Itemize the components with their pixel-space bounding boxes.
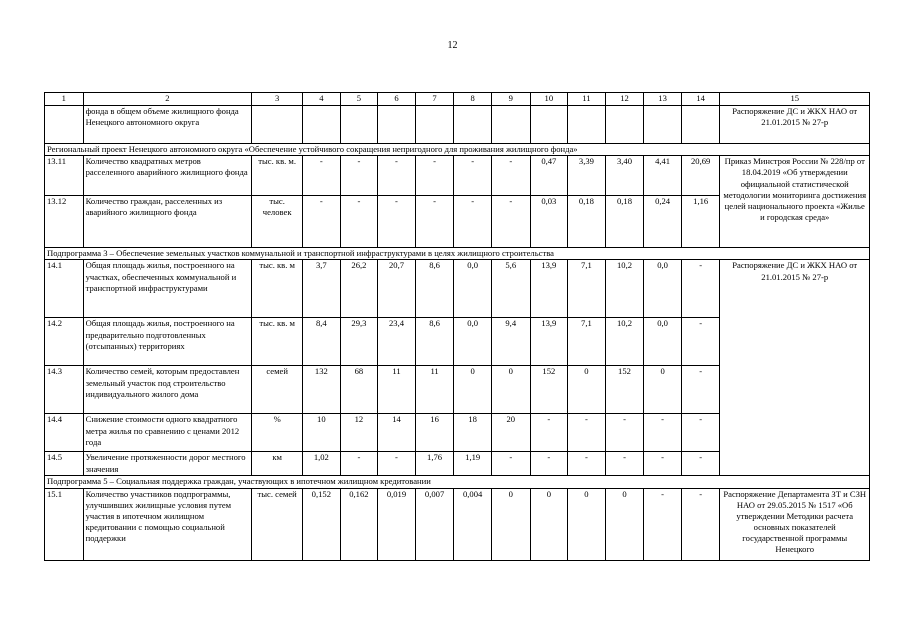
value-cell xyxy=(530,106,568,144)
unit-cell: семей xyxy=(252,366,303,414)
value-cell: 10,2 xyxy=(605,260,644,318)
value-cell: 10 xyxy=(303,414,341,452)
source-cell: Распоряжение ДС и ЖКХ НАО от 21.01.2015 № 27-р xyxy=(720,106,870,144)
value-cell: 5,6 xyxy=(491,260,530,318)
value-cell: 0,007 xyxy=(415,488,454,560)
value-cell: 0 xyxy=(530,488,568,560)
value-cell xyxy=(415,106,454,144)
value-cell: 29,3 xyxy=(340,318,378,366)
value-cell: 152 xyxy=(530,366,568,414)
value-cell: 11 xyxy=(378,366,416,414)
value-cell: 20 xyxy=(491,414,530,452)
source-cell: Распоряжение ДС и ЖКХ НАО от 21.01.2015 № 27-р xyxy=(720,260,870,476)
section-title: Подпрограмма 5 – Социальная поддержка граждан, участвующих в ипотечном жилищном кредитовании xyxy=(45,476,870,488)
value-cell: 16 xyxy=(415,414,454,452)
value-cell: 4,41 xyxy=(644,156,682,196)
value-cell xyxy=(378,106,416,144)
col-num-cell: 8 xyxy=(454,93,492,106)
value-cell: - xyxy=(644,414,682,452)
value-cell: 14 xyxy=(378,414,416,452)
value-cell: 12 xyxy=(340,414,378,452)
unit-cell: % xyxy=(252,414,303,452)
value-cell: - xyxy=(454,196,492,248)
row-number-cell: 13.12 xyxy=(45,196,84,248)
indicator-table xyxy=(44,92,870,561)
table-row xyxy=(45,260,870,318)
value-cell: 0,152 xyxy=(303,488,341,560)
source-cell: Распоряжение Департамента ЗТ и СЗН НАО от 29.05.2015 № 1517 «Об утверждении Методики расчета основных показателей государственной программы Ненецкого xyxy=(720,488,870,560)
col-num-cell: 2 xyxy=(83,93,252,106)
value-cell xyxy=(681,106,720,144)
section-row xyxy=(45,248,870,260)
row-number-cell: 15.1 xyxy=(45,488,84,560)
col-num-cell: 13 xyxy=(644,93,682,106)
row-number-cell: 14.5 xyxy=(45,452,84,476)
col-num-cell: 6 xyxy=(378,93,416,106)
section-title: Региональный проект Ненецкого автономного округа «Обеспечение устойчивого сокращения непригодного для проживания жилищного фонда» xyxy=(45,144,870,156)
page-number: 12 xyxy=(447,40,458,51)
value-cell: 23,4 xyxy=(378,318,416,366)
value-cell: - xyxy=(681,452,720,476)
value-cell: 0,0 xyxy=(644,318,682,366)
value-cell: 0,0 xyxy=(454,318,492,366)
value-cell: - xyxy=(644,452,682,476)
value-cell: 13,9 xyxy=(530,318,568,366)
col-num-cell: 3 xyxy=(252,93,303,106)
value-cell: 1,16 xyxy=(681,196,720,248)
row-number-cell: 14.2 xyxy=(45,318,84,366)
unit-cell: тыс. кв. м. xyxy=(252,156,303,196)
col-num-cell: 9 xyxy=(491,93,530,106)
value-cell: - xyxy=(605,452,644,476)
col-num-cell: 10 xyxy=(530,93,568,106)
value-cell xyxy=(644,106,682,144)
value-cell: - xyxy=(378,196,416,248)
value-cell: - xyxy=(340,156,378,196)
indicator-name-cell: Общая площадь жилья, построенного на предварительно подготовленных (отсыпанных) территориях xyxy=(83,318,252,366)
value-cell: - xyxy=(681,488,720,560)
value-cell: 0 xyxy=(568,366,606,414)
value-cell xyxy=(454,106,492,144)
value-cell: 0 xyxy=(491,488,530,560)
indicator-name-cell: Снижение стоимости одного квадратного метра жилья по сравнению с ценами 2012 года xyxy=(83,414,252,452)
section-row xyxy=(45,144,870,156)
value-cell: 3,7 xyxy=(303,260,341,318)
value-cell: 0 xyxy=(491,366,530,414)
value-cell: 13,9 xyxy=(530,260,568,318)
value-cell: 0,18 xyxy=(568,196,606,248)
row-number-cell: 14.3 xyxy=(45,366,84,414)
value-cell: 10,2 xyxy=(605,318,644,366)
value-cell: 0,24 xyxy=(644,196,682,248)
value-cell: 9,4 xyxy=(491,318,530,366)
unit-cell: тыс. человек xyxy=(252,196,303,248)
value-cell: - xyxy=(340,196,378,248)
col-num-cell: 14 xyxy=(681,93,720,106)
value-cell: - xyxy=(415,196,454,248)
unit-cell: км xyxy=(252,452,303,476)
value-cell: - xyxy=(681,318,720,366)
row-number-cell xyxy=(45,106,84,144)
value-cell: 20,69 xyxy=(681,156,720,196)
value-cell: 0 xyxy=(568,488,606,560)
value-cell: 8,6 xyxy=(415,260,454,318)
unit-cell: тыс. кв. м xyxy=(252,318,303,366)
value-cell: - xyxy=(378,452,416,476)
value-cell: 0 xyxy=(644,366,682,414)
value-cell: - xyxy=(491,156,530,196)
value-cell: 1,76 xyxy=(415,452,454,476)
col-num-cell: 7 xyxy=(415,93,454,106)
value-cell: - xyxy=(605,414,644,452)
col-num-cell: 5 xyxy=(340,93,378,106)
row-number-cell: 14.4 xyxy=(45,414,84,452)
value-cell: 18 xyxy=(454,414,492,452)
value-cell: - xyxy=(568,452,606,476)
value-cell: 11 xyxy=(415,366,454,414)
col-num-cell: 1 xyxy=(45,93,84,106)
value-cell: 8,4 xyxy=(303,318,341,366)
value-cell: 7,1 xyxy=(568,260,606,318)
value-cell xyxy=(340,106,378,144)
row-number-cell: 14.1 xyxy=(45,260,84,318)
indicator-name-cell: Количество квадратных метров расселенного аварийного жилищного фонда xyxy=(83,156,252,196)
unit-cell xyxy=(252,106,303,144)
value-cell: 1,19 xyxy=(454,452,492,476)
value-cell: 20,7 xyxy=(378,260,416,318)
value-cell: 0,004 xyxy=(454,488,492,560)
value-cell: - xyxy=(454,156,492,196)
value-cell: - xyxy=(303,156,341,196)
value-cell: - xyxy=(491,196,530,248)
value-cell: 0 xyxy=(605,488,644,560)
section-row xyxy=(45,476,870,488)
value-cell: 0,019 xyxy=(378,488,416,560)
section-title: Подпрограмма 3 – Обеспечение земельных участков коммунальной и транспортной инфраструктурами в целях жилищного строительства xyxy=(45,248,870,260)
value-cell: - xyxy=(681,260,720,318)
value-cell: 8,6 xyxy=(415,318,454,366)
value-cell: 1,02 xyxy=(303,452,341,476)
indicator-name-cell: фонда в общем объеме жилищного фонда Ненецкого автономного округа xyxy=(83,106,252,144)
table-row xyxy=(45,488,870,560)
value-cell: 7,1 xyxy=(568,318,606,366)
unit-cell: тыс. кв. м xyxy=(252,260,303,318)
indicator-name-cell: Количество граждан, расселенных из аварийного жилищного фонда xyxy=(83,196,252,248)
indicator-name-cell: Общая площадь жилья, построенного на участках, обеспеченных коммунальной и транспортной инфраструктурами xyxy=(83,260,252,318)
col-num-cell: 12 xyxy=(605,93,644,106)
column-number-row xyxy=(45,93,870,106)
col-num-cell: 4 xyxy=(303,93,341,106)
value-cell: 0,47 xyxy=(530,156,568,196)
value-cell: - xyxy=(303,196,341,248)
value-cell: - xyxy=(530,452,568,476)
value-cell: - xyxy=(568,414,606,452)
value-cell: - xyxy=(681,414,720,452)
table-row xyxy=(45,106,870,144)
value-cell: - xyxy=(681,366,720,414)
value-cell: - xyxy=(378,156,416,196)
indicator-name-cell: Количество участников подпрограммы, улучшивших жилищные условия путем участия в ипотечном жилищном кредитовании с помощью социальной поддержки xyxy=(83,488,252,560)
col-num-cell: 11 xyxy=(568,93,606,106)
value-cell: 26,2 xyxy=(340,260,378,318)
value-cell: - xyxy=(415,156,454,196)
value-cell: 0,0 xyxy=(454,260,492,318)
value-cell xyxy=(605,106,644,144)
value-cell: 0,03 xyxy=(530,196,568,248)
value-cell: 0,162 xyxy=(340,488,378,560)
value-cell: - xyxy=(530,414,568,452)
value-cell: 3,39 xyxy=(568,156,606,196)
value-cell: 132 xyxy=(303,366,341,414)
row-number-cell: 13.11 xyxy=(45,156,84,196)
table-row xyxy=(45,156,870,196)
value-cell: - xyxy=(340,452,378,476)
value-cell xyxy=(491,106,530,144)
value-cell xyxy=(303,106,341,144)
indicator-name-cell: Количество семей, которым предоставлен земельный участок под строительство индивидуального жилого дома xyxy=(83,366,252,414)
value-cell: 0 xyxy=(454,366,492,414)
value-cell xyxy=(568,106,606,144)
value-cell: - xyxy=(644,488,682,560)
value-cell: 0,18 xyxy=(605,196,644,248)
unit-cell: тыс. семей xyxy=(252,488,303,560)
value-cell: 0,0 xyxy=(644,260,682,318)
value-cell: - xyxy=(491,452,530,476)
value-cell: 3,40 xyxy=(605,156,644,196)
value-cell: 152 xyxy=(605,366,644,414)
col-num-cell: 15 xyxy=(720,93,870,106)
indicator-name-cell: Увеличение протяженности дорог местного значения xyxy=(83,452,252,476)
source-cell: Приказ Минстроя России № 228/пр от 18.04.2019 «Об утверждении официальной статистической методологии мониторинга достижения целей национального проекта «Жилье и городская среда» xyxy=(720,156,870,248)
value-cell: 68 xyxy=(340,366,378,414)
